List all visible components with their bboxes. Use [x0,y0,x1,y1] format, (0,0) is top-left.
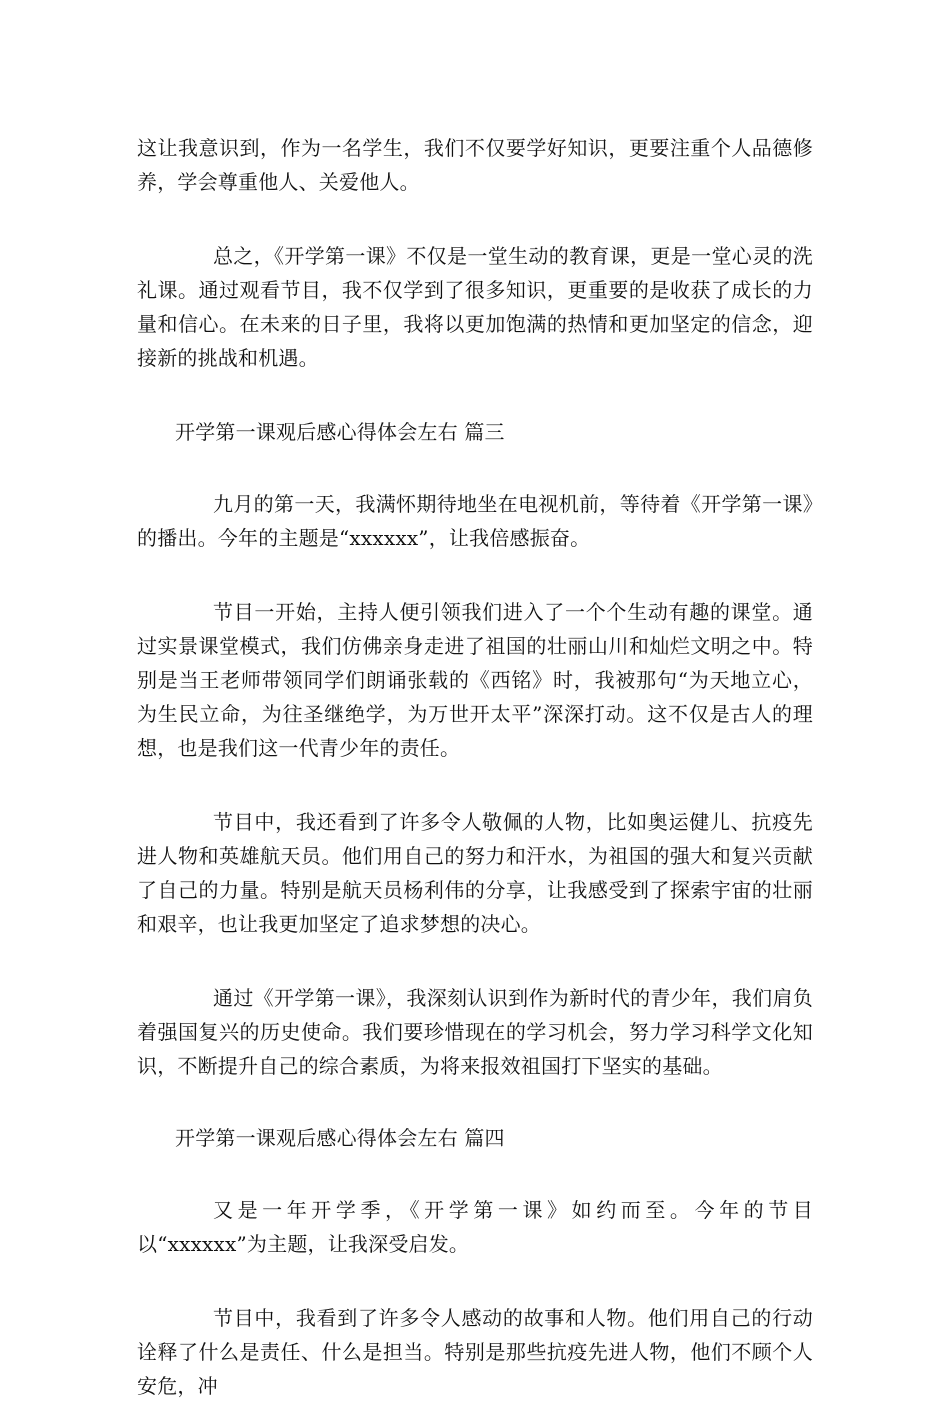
paragraph-part4-stories: 节目中，我看到了许多令人感动的故事和人物。他们用自己的行动诠释了什么是责任、什么是担当。特别是那些抗疫先进人物，他们不顾个人安危，冲 [137,1306,813,1398]
paragraph-part3-conclusion: 通过《开学第一课》，我深刻认识到作为新时代的青少年，我们肩负着强国复兴的历史使命。我们要珍惜现在的学习机会，努力学习科学文化知识，不断提升自己的综合素质，为将来报效祖国打下坚实的基础。 [137,986,813,1078]
document-page [137,131,813,1403]
paragraph-conclusion: 总之，《开学第一课》不仅是一堂生动的教育课，更是一堂心灵的洗礼课。通过观看节目，我不仅学到了很多知识，更重要的是收获了成长的力量和信心。在未来的日子里，我将以更加饱满的热情和更加坚定的信念，迎接新的挑战和机遇。 [137,244,813,370]
paragraph-part3-classroom: 节目一开始，主持人便引领我们进入了一个个生动有趣的课堂。通过实景课堂模式，我们仿佛亲身走进了祖国的壮丽山川和灿烂文明之中。特别是当王老师带领同学们朗诵张载的《西铭》时，我被那句“为天地立心，为生民立命，为往圣继绝学，为万世开太平”深深打动。这不仅是古人的理想，也是我们这一代青少年的责任。 [137,600,813,760]
paragraph-part3-people: 节目中，我还看到了许多令人敬佩的人物，比如奥运健儿、抗疫先进人物和英雄航天员。他们用自己的努力和汗水，为祖国的强大和复兴贡献了自己的力量。特别是航天员杨利伟的分享，让我感受到了探索宇宙的壮丽和艰辛，也让我更加坚定了追求梦想的决心。 [137,810,813,936]
paragraph-part3-intro: 九月的第一天，我满怀期待地坐在电视机前，等待着《开学第一课》的播出。今年的主题是“xxxxxx”，让我倍感振奋。 [137,492,813,550]
section-heading-part4: 开学第一课观后感心得体会左右 篇四 [175,1126,505,1150]
section-heading-part3: 开学第一课观后感心得体会左右 篇三 [175,420,505,444]
paragraph-continuation: 这让我意识到，作为一名学生，我们不仅要学好知识，更要注重个人品德修养，学会尊重他人、关爱他人。 [137,136,813,194]
paragraph-part4-intro: 又是一年开学季，《开学第一课》如约而至。今年的节目以“xxxxxx”为主题，让我深受启发。 [137,1198,813,1256]
